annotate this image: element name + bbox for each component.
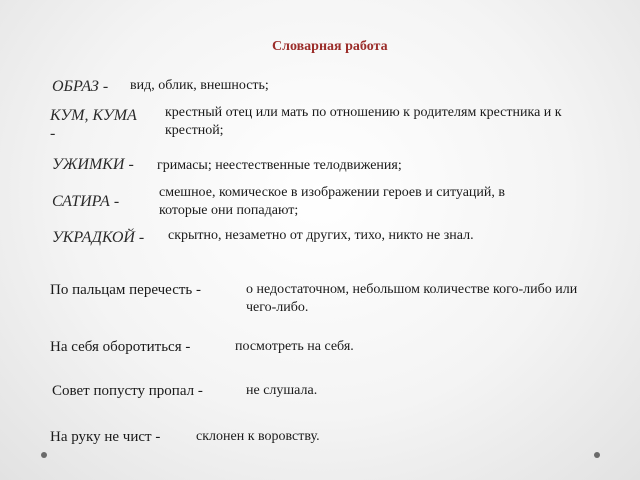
phrase-sovet: Совет попусту пропал - xyxy=(52,383,203,399)
term-obraz: ОБРАЗ - xyxy=(52,78,109,95)
term-kum-dash: - xyxy=(50,125,56,142)
phrase-na-ruku: На руку не чист - xyxy=(50,429,161,445)
phrase-po-paltsam: По пальцам перечесть - xyxy=(50,282,201,298)
meaning-na-ruku: склонен к воровству. xyxy=(196,429,320,444)
term-uzhimki: УЖИМКИ - xyxy=(52,156,134,173)
definition-obraz: вид, облик, внешность; xyxy=(130,78,269,93)
term-ukradkoy: УКРАДКОЙ - xyxy=(52,229,145,246)
decor-dot-left xyxy=(41,452,47,458)
slide-title: Словарная работа xyxy=(272,39,388,54)
term-kum: КУМ, КУМА xyxy=(50,107,137,124)
definition-ukradkoy: скрытно, незаметно от других, тихо, никто не знал. xyxy=(168,228,474,243)
definition-kum: крестный отец или мать по отношению к родителям крестника и к крестной; xyxy=(165,105,562,138)
meaning-sovet: не слушала. xyxy=(246,383,318,398)
definition-satira: смешное, комическое в изображении героев и ситуаций, в которые они попадают; xyxy=(159,185,505,218)
phrase-na-sebya: На себя оборотиться - xyxy=(50,339,191,355)
meaning-po-paltsam: о недостаточном, небольшом количестве кого-либо или чего-либо. xyxy=(246,282,578,315)
meaning-na-sebya: посмотреть на себя. xyxy=(235,339,354,354)
decor-dot-right xyxy=(594,452,600,458)
definition-uzhimki: гримасы; неестественные телодвижения; xyxy=(157,158,402,173)
term-satira: САТИРА - xyxy=(52,193,120,210)
